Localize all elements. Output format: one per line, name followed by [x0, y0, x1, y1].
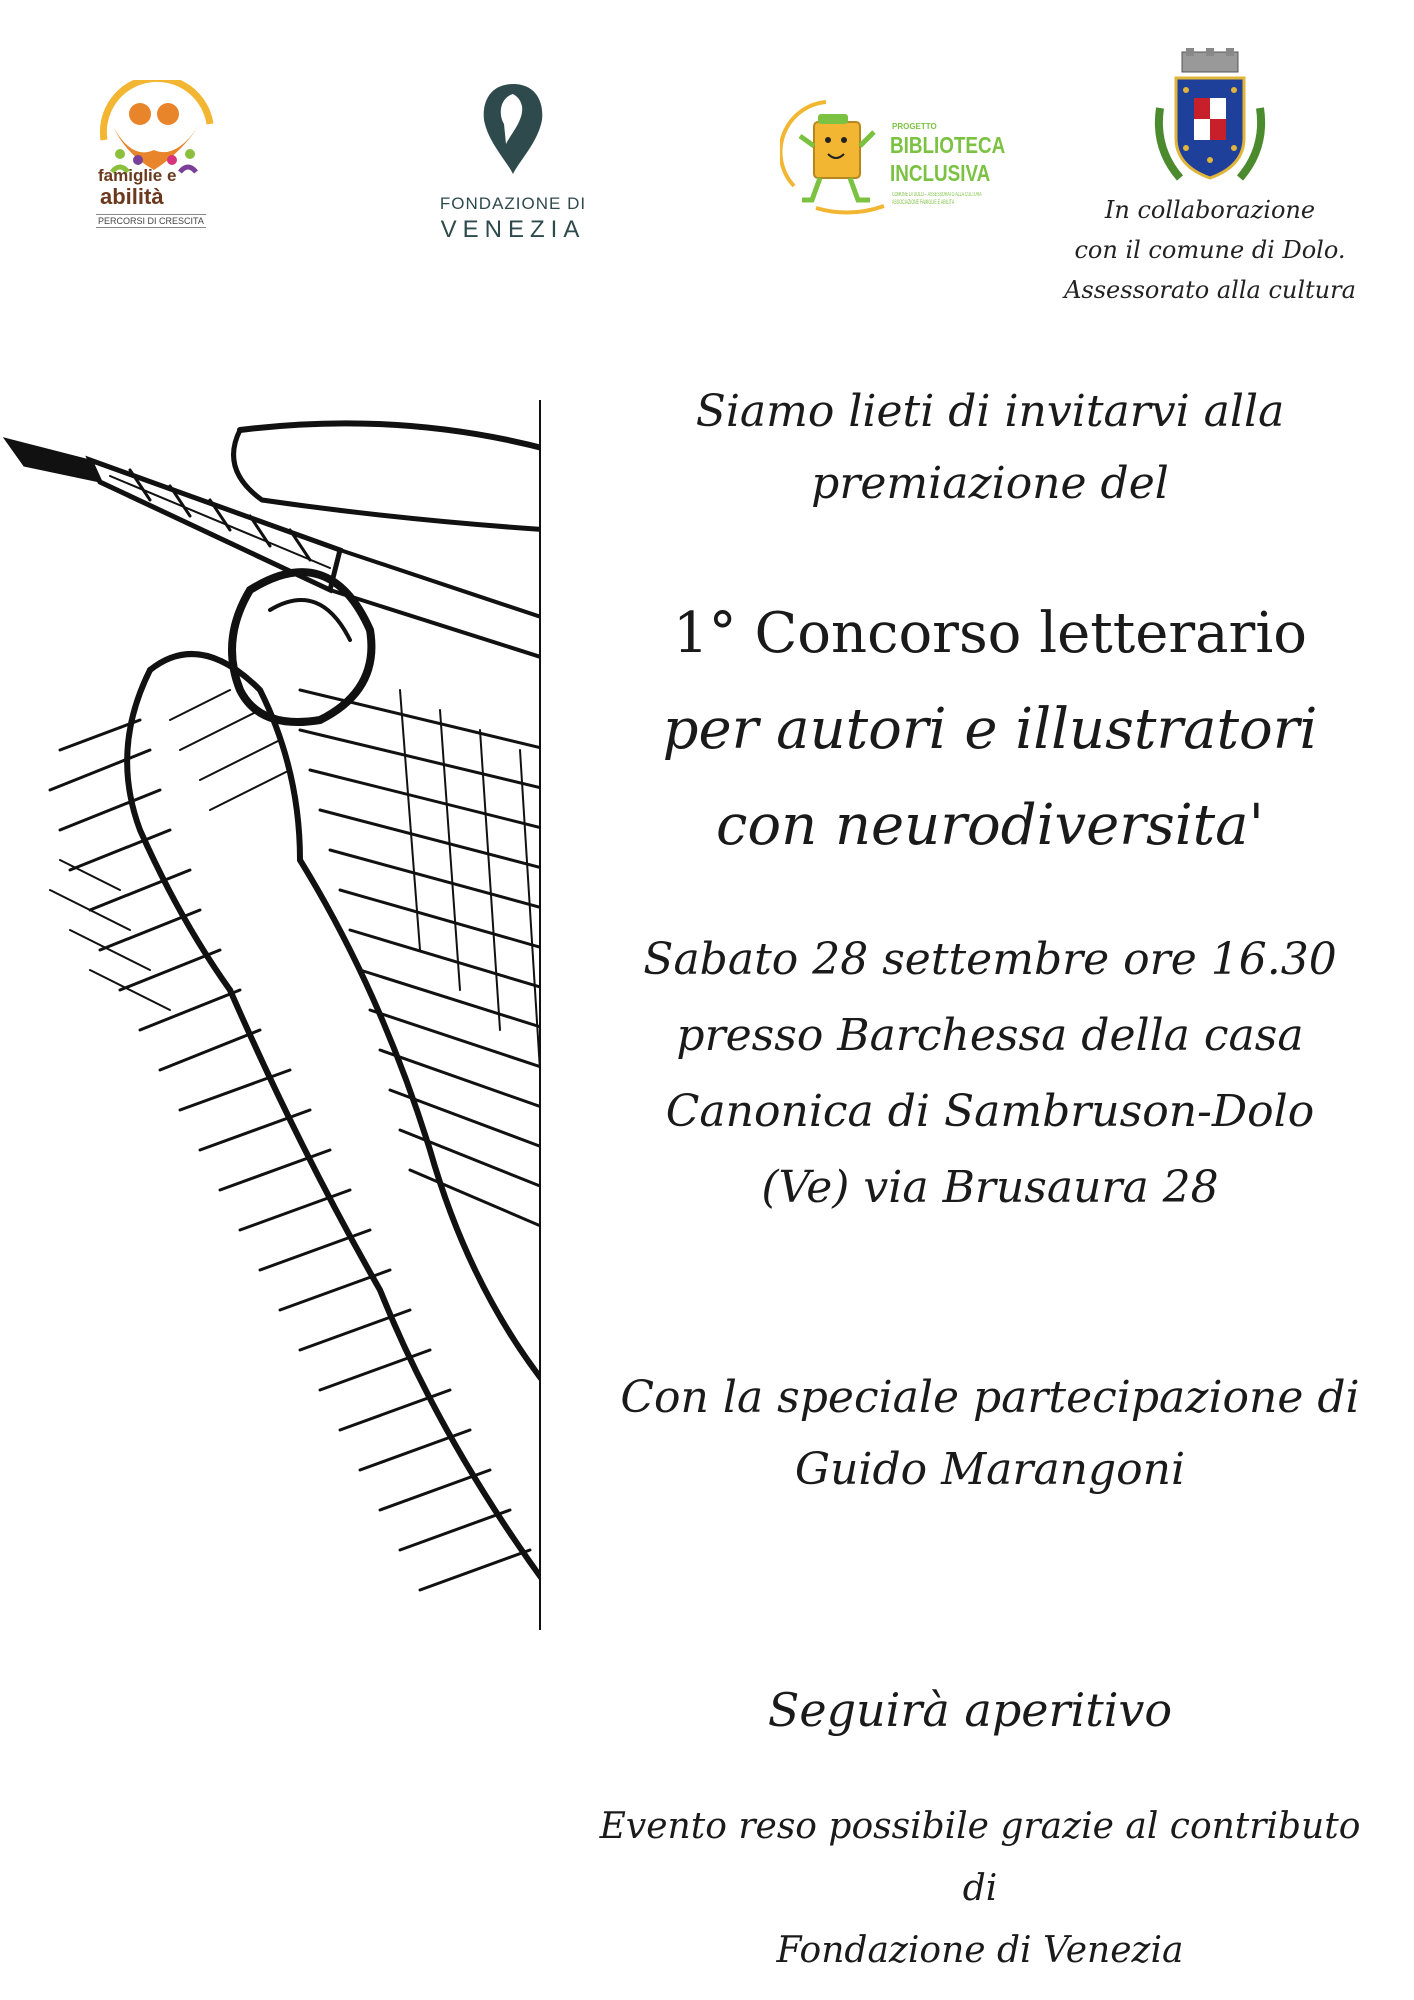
fondazione-logo-line2: VENEZIA: [440, 216, 586, 243]
biblioteca-logo-line1: BIBLIOTECA: [890, 132, 1006, 158]
title-line-2: per autori e illustratori: [662, 697, 1318, 762]
aperitivo-note: Seguirà aperitivo: [767, 1683, 1173, 1737]
title-line-1: 1° Concorso letterario: [673, 601, 1307, 666]
hand-pen-illustration: [0, 390, 550, 1640]
famiglie-logo-line2: abilità: [100, 184, 164, 209]
famiglie-logo-tagline: PERCORSI DI CRESCITA: [98, 216, 204, 226]
title-line-3: con neurodiversita': [716, 793, 1264, 858]
collaboration-line-3: Assessorato alla cultura: [1064, 276, 1356, 304]
famiglie-logo-line1: famiglie e: [98, 166, 177, 185]
fondazione-venezia-logo: [420, 80, 620, 250]
collaboration-note: [1060, 190, 1360, 310]
famiglie-e-abilita-logo: [92, 80, 222, 240]
event-details: [620, 922, 1360, 1226]
comune-dolo-logo: [1140, 48, 1280, 198]
book-mascot-icon: [780, 96, 890, 220]
biblioteca-logo-small: PROGETTO: [892, 122, 937, 131]
intro-line-1: Siamo lieti di invitarvi alla: [695, 386, 1285, 437]
intro-line-2: premiazione del: [811, 458, 1169, 509]
biblioteca-inclusiva-logo: [780, 96, 1040, 226]
biblioteca-logo-sub2: ASSOCIAZIONE FAMIGLIE E ABILITÀ: [892, 200, 955, 206]
guest-line-1: Con la speciale partecipazione di: [620, 1372, 1360, 1423]
hand-sketch-icon: [0, 390, 550, 1640]
fondazione-logo-icon: [478, 80, 548, 178]
details-line-2: presso Barchessa della casa: [676, 1010, 1304, 1061]
sponsor-credit: [580, 1796, 1380, 1982]
details-line-1: Sabato 28 settembre ore 16.30: [643, 934, 1337, 985]
credit-line-2: Fondazione di Venezia: [776, 1930, 1184, 1971]
special-guest: [600, 1362, 1380, 1506]
details-line-3: Canonica di Sambruson-Dolo: [665, 1086, 1315, 1137]
guest-line-2: Guido Marangoni: [794, 1444, 1186, 1495]
collaboration-line-2: con il comune di Dolo.: [1074, 236, 1346, 264]
contest-title: [620, 586, 1360, 874]
biblioteca-logo-line2: INCLUSIVA: [890, 160, 991, 186]
credit-line-1: Evento reso possibile grazie al contributo di: [599, 1806, 1361, 1909]
details-line-4: (Ve) via Brusaura 28: [761, 1162, 1219, 1213]
coat-of-arms-icon: [1140, 48, 1280, 198]
fondazione-logo-line1: FONDAZIONE DI: [439, 194, 587, 213]
biblioteca-logo-sub1: COMUNE DI DOLO – ASSESSORATO ALLA CULTURA: [892, 192, 982, 198]
invitation-intro: [620, 376, 1360, 520]
collaboration-line-1: In collaborazione: [1104, 196, 1316, 224]
